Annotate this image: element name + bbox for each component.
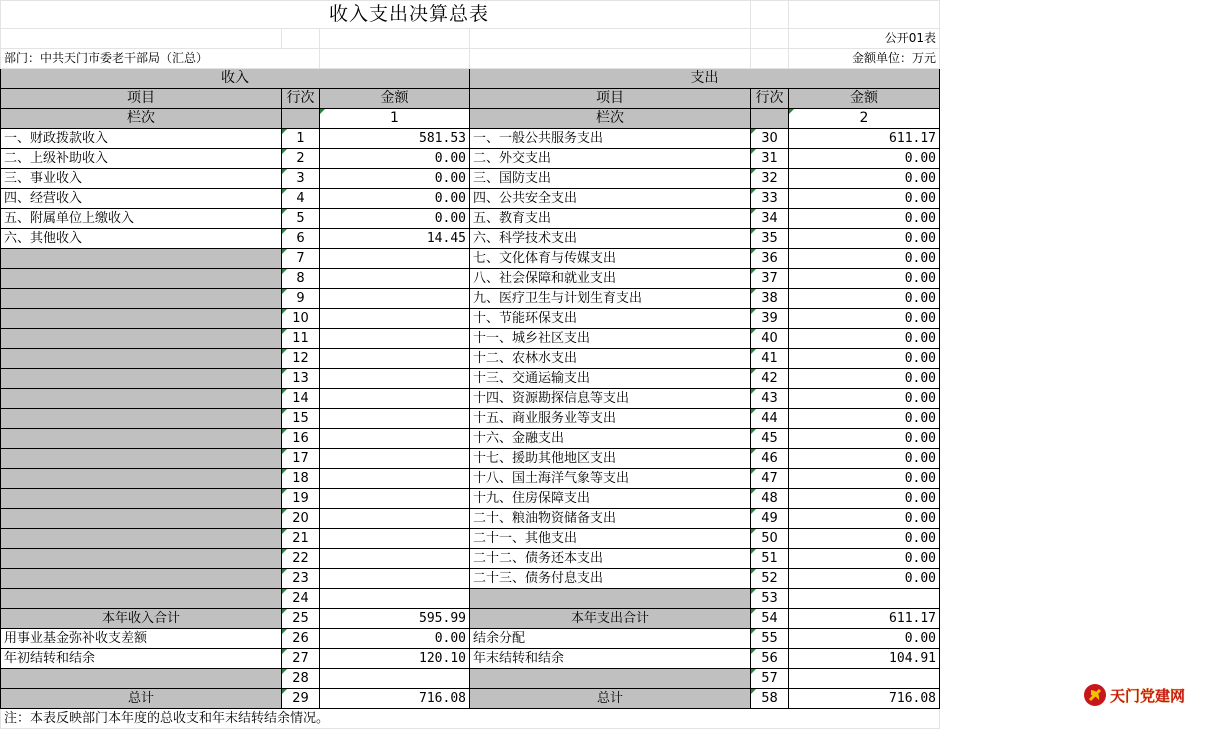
income-amount xyxy=(320,669,470,689)
expense-item: 年末结转和结余 xyxy=(470,649,751,669)
table-row xyxy=(1,209,940,229)
income-item xyxy=(1,549,282,569)
party-emblem-icon xyxy=(1082,683,1108,707)
income-col-no: 1 xyxy=(320,109,470,129)
expense-item: 三、国防支出 xyxy=(470,169,751,189)
expense-line-no: 58 xyxy=(751,689,789,709)
expense-line-no: 55 xyxy=(751,629,789,649)
table-row xyxy=(1,229,940,249)
expense-amount: 0.00 xyxy=(789,269,940,289)
expense-line-no: 38 xyxy=(751,289,789,309)
expense-line-no: 47 xyxy=(751,469,789,489)
expense-amount: 0.00 xyxy=(789,149,940,169)
expense-line-no: 36 xyxy=(751,249,789,269)
income-line-no: 11 xyxy=(282,329,320,349)
income-line-no: 27 xyxy=(282,649,320,669)
income-item xyxy=(1,589,282,609)
unit-label: 金额单位：万元 xyxy=(789,49,940,69)
expense-line-no: 35 xyxy=(751,229,789,249)
expense-item: 二、外交支出 xyxy=(470,149,751,169)
income-item: 二、上级补助收入 xyxy=(1,149,282,169)
expense-line-no: 48 xyxy=(751,489,789,509)
expense-line-no: 45 xyxy=(751,429,789,449)
expense-line-no: 32 xyxy=(751,169,789,189)
expense-amount: 104.91 xyxy=(789,649,940,669)
expense-item: 九、医疗卫生与计划生育支出 xyxy=(470,289,751,309)
expense-amount: 0.00 xyxy=(789,529,940,549)
income-line-no: 22 xyxy=(282,549,320,569)
expense-amount: 0.00 xyxy=(789,349,940,369)
income-line-no: 17 xyxy=(282,449,320,469)
income-amount: 581.53 xyxy=(320,129,470,149)
table-row xyxy=(1,449,940,469)
income-line-no: 26 xyxy=(282,629,320,649)
expense-amount: 611.17 xyxy=(789,129,940,149)
expense-item xyxy=(470,589,751,609)
income-item xyxy=(1,489,282,509)
expense-amount: 0.00 xyxy=(789,189,940,209)
expense-amount: 0.00 xyxy=(789,549,940,569)
income-line-no: 24 xyxy=(282,589,320,609)
income-line-no: 2 xyxy=(282,149,320,169)
table-row xyxy=(1,249,940,269)
expense-line-no: 56 xyxy=(751,649,789,669)
income-item xyxy=(1,529,282,549)
income-item xyxy=(1,409,282,429)
income-item: 四、经营收入 xyxy=(1,189,282,209)
expense-line-no: 53 xyxy=(751,589,789,609)
expense-item: 十六、金融支出 xyxy=(470,429,751,449)
table-row xyxy=(1,309,940,329)
income-item xyxy=(1,269,282,289)
expense-line-no: 52 xyxy=(751,569,789,589)
income-item: 三、事业收入 xyxy=(1,169,282,189)
income-line-no: 10 xyxy=(282,309,320,329)
expense-lanci: 栏次 xyxy=(470,109,751,129)
table-title: 收入支出决算总表 xyxy=(1,1,751,29)
site-logo xyxy=(1082,683,1204,707)
table-row xyxy=(1,429,940,449)
income-line-col: 行次 xyxy=(282,89,320,109)
expense-item: 二十一、其他支出 xyxy=(470,529,751,549)
table-number: 公开01表 xyxy=(789,29,940,49)
income-lanci: 栏次 xyxy=(1,109,282,129)
income-amount xyxy=(320,309,470,329)
income-line-no: 18 xyxy=(282,469,320,489)
income-amount: 595.99 xyxy=(320,609,470,629)
expense-amount: 0.00 xyxy=(789,629,940,649)
income-amount: 0.00 xyxy=(320,169,470,189)
expense-line-no: 34 xyxy=(751,209,789,229)
table-row xyxy=(1,469,940,489)
table-row xyxy=(1,369,940,389)
expense-amount: 0.00 xyxy=(789,489,940,509)
income-line-no: 7 xyxy=(282,249,320,269)
expense-amount: 0.00 xyxy=(789,229,940,249)
income-line-no: 21 xyxy=(282,529,320,549)
income-amount xyxy=(320,449,470,469)
expense-item: 十、节能环保支出 xyxy=(470,309,751,329)
expense-line-no: 49 xyxy=(751,509,789,529)
income-item xyxy=(1,469,282,489)
income-header: 收入 xyxy=(1,69,470,89)
expense-item: 十七、援助其他地区支出 xyxy=(470,449,751,469)
expense-line-no: 43 xyxy=(751,389,789,409)
table-row xyxy=(1,549,940,569)
expense-amount xyxy=(789,589,940,609)
income-amount xyxy=(320,589,470,609)
income-amount: 14.45 xyxy=(320,229,470,249)
income-line-no: 5 xyxy=(282,209,320,229)
income-item xyxy=(1,669,282,689)
expense-item-col: 项目 xyxy=(470,89,751,109)
expense-amount: 0.00 xyxy=(789,429,940,449)
income-line-no: 23 xyxy=(282,569,320,589)
income-amount xyxy=(320,329,470,349)
income-line-no: 12 xyxy=(282,349,320,369)
income-amount xyxy=(320,469,470,489)
table-row xyxy=(1,189,940,209)
income-amount xyxy=(320,349,470,369)
expense-item: 六、科学技术支出 xyxy=(470,229,751,249)
expense-item: 八、社会保障和就业支出 xyxy=(470,269,751,289)
expense-amount: 0.00 xyxy=(789,449,940,469)
income-line-no: 19 xyxy=(282,489,320,509)
table-row xyxy=(1,329,940,349)
income-amount xyxy=(320,509,470,529)
income-item xyxy=(1,289,282,309)
expense-item: 十一、城乡社区支出 xyxy=(470,329,751,349)
income-line-no: 15 xyxy=(282,409,320,429)
income-line-no: 14 xyxy=(282,389,320,409)
expense-item: 十三、交通运输支出 xyxy=(470,369,751,389)
income-item: 年初结转和结余 xyxy=(1,649,282,669)
table-row xyxy=(1,149,940,169)
income-amount: 0.00 xyxy=(320,629,470,649)
expense-line-no: 41 xyxy=(751,349,789,369)
expense-line-no: 51 xyxy=(751,549,789,569)
table-row xyxy=(1,629,940,649)
income-line-no: 20 xyxy=(282,509,320,529)
table-note: 注：本表反映部门本年度的总收支和年末结转结余情况。 xyxy=(1,709,940,729)
income-line-no: 28 xyxy=(282,669,320,689)
income-amount xyxy=(320,389,470,409)
expense-col-no: 2 xyxy=(789,109,940,129)
expense-amount: 0.00 xyxy=(789,329,940,349)
expense-item: 二十、粮油物资储备支出 xyxy=(470,509,751,529)
department-label: 部门：中共天门市委老干部局（汇总） xyxy=(1,49,320,69)
table-row xyxy=(1,569,940,589)
income-amount xyxy=(320,269,470,289)
expense-line-no: 40 xyxy=(751,329,789,349)
table-row xyxy=(1,609,940,629)
income-item xyxy=(1,329,282,349)
table-row xyxy=(1,489,940,509)
income-amount xyxy=(320,289,470,309)
expense-line-no: 46 xyxy=(751,449,789,469)
income-item xyxy=(1,569,282,589)
table-row xyxy=(1,689,940,709)
expense-amount: 0.00 xyxy=(789,309,940,329)
table-row xyxy=(1,349,940,369)
expense-item: 十九、住房保障支出 xyxy=(470,489,751,509)
expense-amount-col: 金额 xyxy=(789,89,940,109)
expense-line-no: 44 xyxy=(751,409,789,429)
income-item: 用事业基金弥补收支差额 xyxy=(1,629,282,649)
expense-line-no: 33 xyxy=(751,189,789,209)
watermark-text: 天门党建网 xyxy=(1110,686,1186,705)
income-line-no: 4 xyxy=(282,189,320,209)
expense-amount: 0.00 xyxy=(789,569,940,589)
expense-item: 十八、国土海洋气象等支出 xyxy=(470,469,751,489)
income-item: 六、其他收入 xyxy=(1,229,282,249)
income-item-col: 项目 xyxy=(1,89,282,109)
table-row xyxy=(1,649,940,669)
income-item xyxy=(1,449,282,469)
expense-line-no: 37 xyxy=(751,269,789,289)
income-line-no: 25 xyxy=(282,609,320,629)
expense-item: 结余分配 xyxy=(470,629,751,649)
table-row xyxy=(1,409,940,429)
income-amount xyxy=(320,549,470,569)
income-line-no: 13 xyxy=(282,369,320,389)
expense-item: 七、文化体育与传媒支出 xyxy=(470,249,751,269)
income-amount: 0.00 xyxy=(320,189,470,209)
income-amount xyxy=(320,429,470,449)
expense-amount: 0.00 xyxy=(789,289,940,309)
expense-item: 总计 xyxy=(470,689,751,709)
income-item xyxy=(1,249,282,269)
table-row xyxy=(1,129,940,149)
income-line-no: 9 xyxy=(282,289,320,309)
expense-amount: 0.00 xyxy=(789,209,940,229)
expense-line-no: 31 xyxy=(751,149,789,169)
income-line-no: 29 xyxy=(282,689,320,709)
expense-amount: 716.08 xyxy=(789,689,940,709)
table-row xyxy=(1,529,940,549)
expense-line-no: 50 xyxy=(751,529,789,549)
expense-item: 二十二、债务还本支出 xyxy=(470,549,751,569)
expense-item: 十二、农林水支出 xyxy=(470,349,751,369)
expense-line-no: 30 xyxy=(751,129,789,149)
income-amount xyxy=(320,249,470,269)
expense-line-no: 42 xyxy=(751,369,789,389)
expense-amount xyxy=(789,669,940,689)
income-amount-col: 金额 xyxy=(320,89,470,109)
income-item: 五、附属单位上缴收入 xyxy=(1,209,282,229)
expense-amount: 0.00 xyxy=(789,409,940,429)
income-item xyxy=(1,369,282,389)
table-row xyxy=(1,589,940,609)
income-item: 本年收入合计 xyxy=(1,609,282,629)
income-item xyxy=(1,349,282,369)
table-row xyxy=(1,169,940,189)
income-item xyxy=(1,309,282,329)
income-item xyxy=(1,429,282,449)
expense-amount: 611.17 xyxy=(789,609,940,629)
table-row xyxy=(1,509,940,529)
income-amount xyxy=(320,569,470,589)
income-item xyxy=(1,509,282,529)
income-amount: 120.10 xyxy=(320,649,470,669)
income-amount xyxy=(320,369,470,389)
income-amount: 716.08 xyxy=(320,689,470,709)
expense-item xyxy=(470,669,751,689)
income-amount: 0.00 xyxy=(320,209,470,229)
expense-amount: 0.00 xyxy=(789,469,940,489)
expense-amount: 0.00 xyxy=(789,249,940,269)
expense-item: 五、教育支出 xyxy=(470,209,751,229)
income-item: 一、财政拨款收入 xyxy=(1,129,282,149)
table-row xyxy=(1,289,940,309)
table-row xyxy=(1,389,940,409)
expense-item: 一、一般公共服务支出 xyxy=(470,129,751,149)
expense-line-col: 行次 xyxy=(751,89,789,109)
income-line-no: 6 xyxy=(282,229,320,249)
expense-amount: 0.00 xyxy=(789,509,940,529)
income-amount: 0.00 xyxy=(320,149,470,169)
table-row xyxy=(1,669,940,689)
expense-line-no: 54 xyxy=(751,609,789,629)
expense-amount: 0.00 xyxy=(789,389,940,409)
income-amount xyxy=(320,409,470,429)
expense-item: 本年支出合计 xyxy=(470,609,751,629)
expense-item: 二十三、债务付息支出 xyxy=(470,569,751,589)
expense-amount: 0.00 xyxy=(789,169,940,189)
expense-line-no: 39 xyxy=(751,309,789,329)
income-line-no: 1 xyxy=(282,129,320,149)
income-amount xyxy=(320,529,470,549)
income-line-no: 8 xyxy=(282,269,320,289)
expense-amount: 0.00 xyxy=(789,369,940,389)
expense-item: 十五、商业服务业等支出 xyxy=(470,409,751,429)
income-item xyxy=(1,389,282,409)
income-line-no: 16 xyxy=(282,429,320,449)
income-amount xyxy=(320,489,470,509)
expense-item: 四、公共安全支出 xyxy=(470,189,751,209)
expense-header: 支出 xyxy=(470,69,940,89)
expense-line-no: 57 xyxy=(751,669,789,689)
expense-item: 十四、资源勘探信息等支出 xyxy=(470,389,751,409)
income-line-no: 3 xyxy=(282,169,320,189)
income-item: 总计 xyxy=(1,689,282,709)
table-row xyxy=(1,269,940,289)
